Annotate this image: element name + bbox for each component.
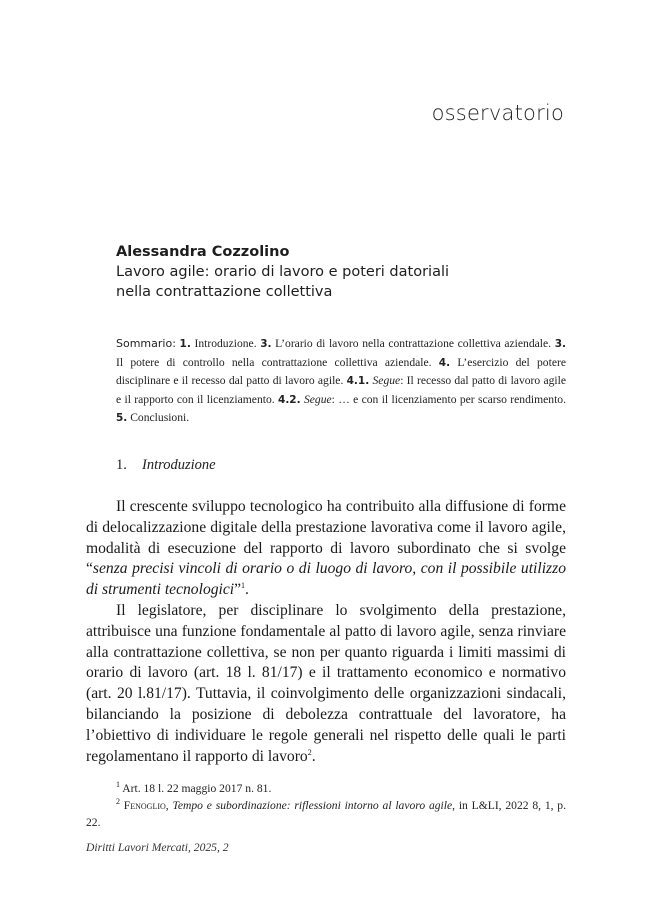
toc-item-text: Conclusioni. — [130, 411, 190, 425]
section-label: osservatorio — [431, 101, 564, 125]
footnote-1 — [86, 780, 566, 797]
footnotes — [86, 780, 566, 831]
footnote-text: Art. 18 l. 22 maggio 2017 n. 81. — [120, 782, 272, 795]
toc-item-number: 4.1. — [346, 375, 370, 388]
toc-item-text: : … e con il licenziamento per scarso rendimento. — [331, 392, 566, 406]
footnote-work-title: Tempo e subordinazione: riflessioni intorno al lavoro agile — [172, 799, 453, 812]
paragraph-1 — [86, 497, 566, 601]
footnote-number: 1 — [116, 780, 120, 790]
body-text — [86, 497, 566, 767]
toc-item-number: 3. — [554, 338, 566, 350]
article-title-line-2: nella contrattazione collettiva — [116, 284, 333, 300]
footnote-author: Fenoglio — [123, 799, 166, 812]
paragraph-1-end: . — [245, 581, 249, 599]
paragraph-2 — [86, 601, 566, 767]
table-of-contents — [116, 335, 566, 428]
footnote-2: $^2$ Fenoglio, Tempo e subordinazione: riflessioni intorno al lavoro agile, in L&LI, 2022 8, 1, p. 22. — [86, 797, 566, 829]
toc-item-number: 4. — [438, 356, 451, 369]
toc-item-segue: Segue — [372, 374, 401, 388]
toc-item-number: 5. — [116, 412, 128, 425]
footnote-ref-1[interactable]: 1 — [241, 581, 246, 590]
toc-item-text: Introduzione. — [194, 337, 257, 350]
toc-item-segue: Segue — [303, 392, 332, 406]
section-number: 1. — [116, 457, 127, 473]
section-title: Introduzione — [142, 457, 216, 473]
toc-item-text: L’esercizio del potere disciplinare e il recesso dal patto di lavoro agile. — [116, 355, 566, 388]
paragraph-2-end: . — [311, 747, 316, 765]
toc-label: Sommario: — [116, 337, 176, 350]
article-heading — [116, 242, 556, 302]
paragraph-1-text: Il crescente sviluppo tecnologico ha contribuito alla diffusione di forme di delocalizzazione digitale della prestazione lavorativa come il lavoro agile, modalità di esecuzione del rapporto di lavoro subordinato che si svolge “ — [86, 498, 566, 578]
toc-item-text: : Il recesso dal patto di lavoro agile e il rapporto con il licenziamento. — [116, 374, 566, 406]
toc-item-number: 3. — [260, 338, 272, 350]
footnote-ref-2[interactable]: 2 — [307, 747, 312, 757]
toc-item-text: L’orario di lavoro nella contrattazione collettiva aziendale. — [275, 337, 552, 350]
legal-quotation: senza precisi vincoli di orario o di luogo di lavoro, con il possibile utilizzo di strumenti tecnologici — [86, 560, 566, 599]
running-footer: Diritti Lavori Mercati, 2025, 2 — [86, 841, 229, 854]
section-heading — [116, 457, 216, 474]
article-title-line-1: Lavoro agile: orario di lavoro e poteri datoriali — [116, 264, 450, 280]
quote-close: ” — [234, 581, 242, 599]
author-name: Alessandra Cozzolino — [116, 244, 290, 260]
toc-item-text: Il potere di controllo nella contrattazione collettiva aziendale. — [116, 355, 432, 369]
footnote-reference: , in L&LI, 2022 8, 1, p. 22. — [86, 799, 566, 829]
toc-item-number: 1. — [179, 338, 191, 350]
paragraph-2-text: Il legislatore, per disciplinare lo svolgimento della prestazione, attribuisce una funzione fondamentale al patto di lavoro agile, senza rinviare alla contrattazione collettiva, se non per quanto riguarda i limiti massimi di orario di lavoro (art. 18 l. 81/17) e il trattamento economico e normativo (art. 20 l.81/17). Tuttavia, il coinvolgimento delle organizzazioni sindacali, bilanciando la posizione di debolezza contrattuale del lavoratore, ha l’obiettivo di individuare le regole generali nel rispetto delle quali le parti regolamentano il rapporto di lavoro — [86, 601, 566, 765]
toc-item-number: 4.2. — [278, 393, 301, 406]
footnote-number: 2 — [116, 797, 120, 807]
